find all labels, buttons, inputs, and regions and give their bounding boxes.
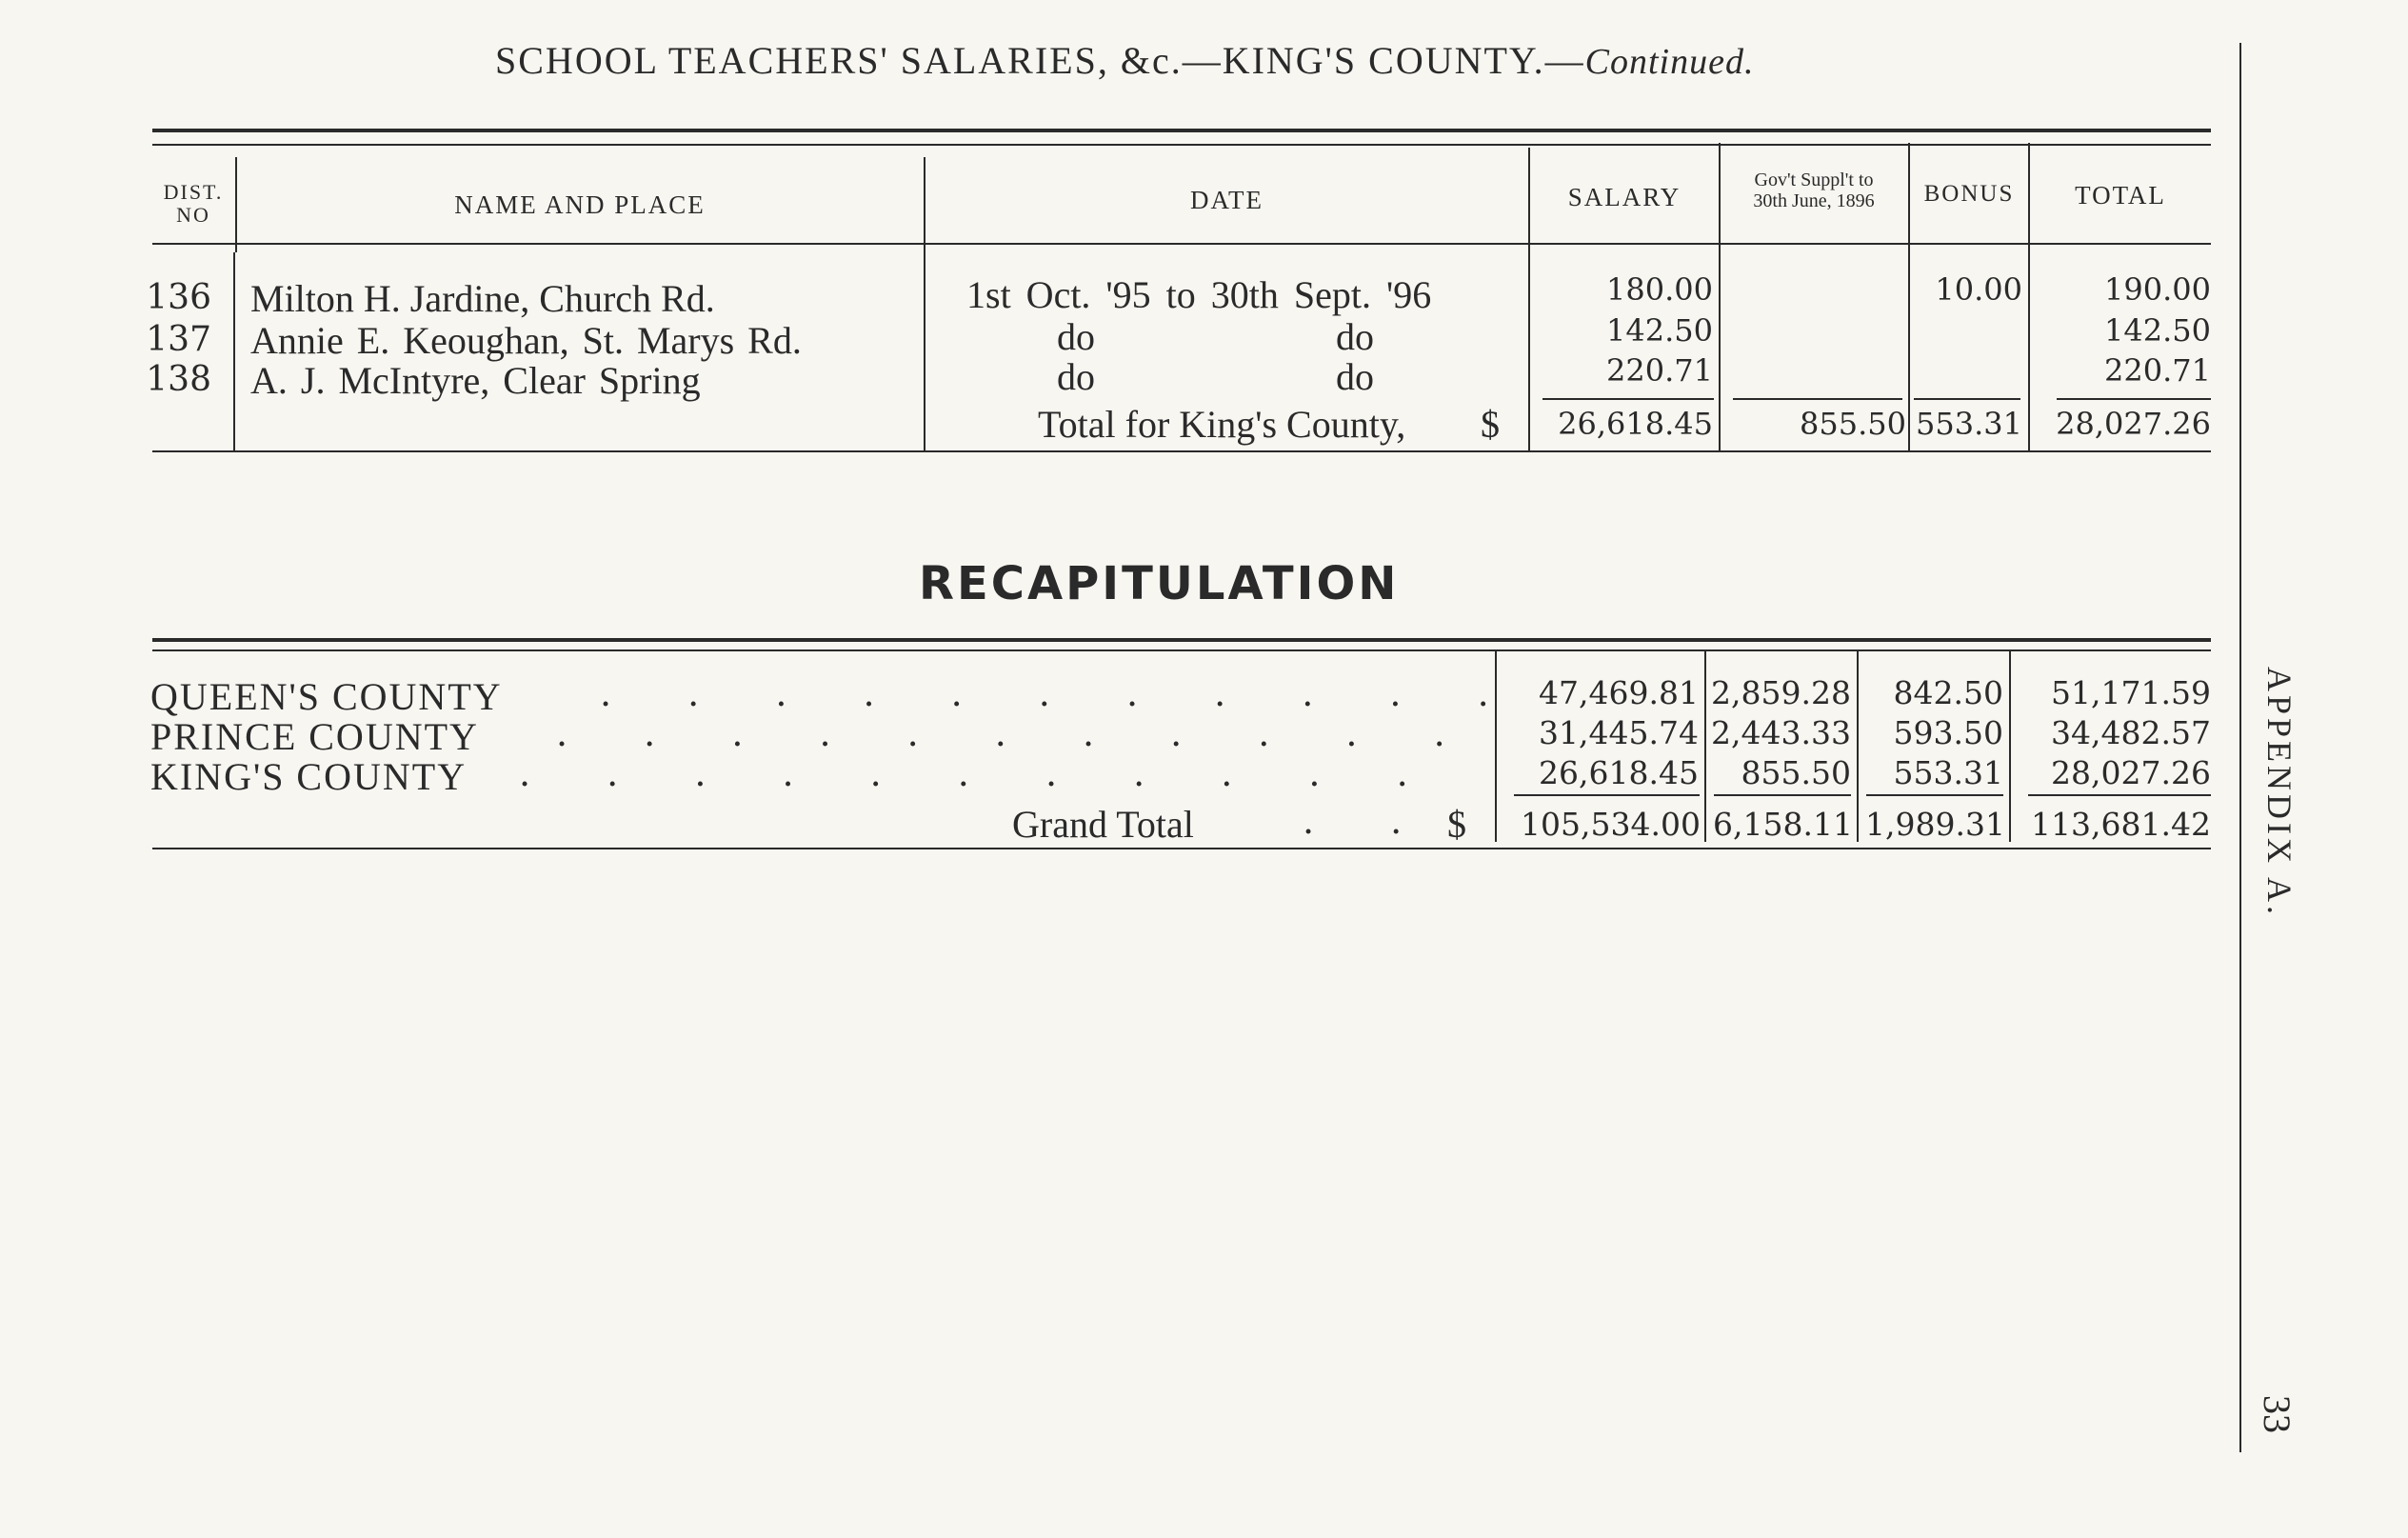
header-bonus: BONUS	[1923, 181, 2015, 207]
grand-total-dots: . .	[1303, 800, 1435, 842]
header-name-place: NAME AND PLACE	[454, 190, 706, 219]
recap-sum-rule-supp	[1714, 794, 1851, 796]
header-supp-line1: Gov't Suppl't to	[1754, 170, 1874, 190]
recap-sum-rule-total	[2028, 794, 2211, 796]
row-total: 190.00	[2104, 271, 2211, 308]
grand-total-salary: 105,534.00	[1521, 806, 1701, 843]
recap-total: 51,171.59	[2051, 674, 2211, 711]
recap-leader-dots: . . . . . . . . . . .	[600, 672, 1522, 714]
grand-total-label: Grand Total	[1012, 803, 1194, 846]
page-title	[495, 38, 1754, 83]
row-salary: 142.50	[1606, 312, 1713, 349]
row-total: 142.50	[2104, 312, 2211, 349]
recap-salary: 26,618.45	[1539, 754, 1699, 791]
row-name-place: Milton H. Jardine, Church Rd.	[250, 277, 715, 320]
header-govt-supplement	[1719, 170, 1909, 211]
header-supp-line2: 30th June, 1896	[1753, 190, 1875, 211]
row-date-from: do	[1057, 315, 1095, 358]
county-total-supp: 855.50	[1800, 406, 1906, 442]
county-total-label: Total for King's County,	[1038, 403, 1406, 446]
grand-total-bonus: 1,989.31	[1865, 806, 2005, 843]
recap-leader-dots: . . . . . . . . . . .	[519, 752, 1441, 794]
sum-rule-salary	[1542, 398, 1714, 400]
header-bottom-rule	[152, 243, 2211, 245]
row-dist-no: 136	[146, 278, 211, 317]
header-dist-line2: NO	[176, 203, 210, 227]
row-date-range: 1st Oct. '95 to 30th Sept. '96	[966, 273, 1432, 316]
county-total-currency: $	[1481, 403, 1500, 446]
appendix-label: APPENDIX A.	[2260, 667, 2299, 919]
header-total: TOTAL	[2075, 181, 2166, 210]
recap-county-name: QUEEN'S COUNTY	[150, 675, 503, 718]
row-date-from: do	[1057, 355, 1095, 398]
grand-total-supp: 6,158.11	[1713, 806, 1853, 843]
county-total-salary: 26,618.45	[1558, 406, 1713, 442]
grand-total-total: 113,681.42	[2031, 806, 2211, 843]
recap-sum-rule-salary	[1514, 794, 1700, 796]
table-top-rule-thin	[152, 144, 2211, 146]
recap-total: 28,027.26	[2051, 754, 2211, 791]
recap-title: RECAPITULATION	[919, 557, 1400, 610]
row-date-to: do	[1336, 355, 1374, 398]
recap-total: 34,482.57	[2051, 714, 2211, 751]
recap-sum-rule-bonus	[1866, 794, 2003, 796]
county-total-bonus: 553.31	[1916, 406, 2022, 442]
row-salary: 180.00	[1606, 271, 1713, 308]
row-total: 220.71	[2104, 352, 2211, 389]
recap-leader-dots: . . . . . . . . . . .	[556, 712, 1478, 754]
page-title-continued: Continued.	[1584, 42, 1755, 82]
recap-top-rule	[152, 638, 2211, 642]
row-date-to: do	[1336, 315, 1374, 358]
page-number: 33	[2256, 1395, 2299, 1433]
row-dist-no: 137	[146, 320, 211, 359]
row-bonus: 10.00	[1935, 271, 2022, 308]
recap-bonus: 842.50	[1893, 674, 2003, 711]
recap-salary: 31,445.74	[1539, 714, 1699, 751]
grand-total-currency: $	[1447, 803, 1466, 846]
header-salary: SALARY	[1567, 183, 1682, 211]
recap-top-rule-thin	[152, 649, 2211, 651]
recap-bottom-rule	[152, 848, 2211, 849]
sum-rule-supp	[1733, 398, 1902, 400]
header-dist-line1: DIST.	[163, 180, 224, 204]
sum-rule-total	[2057, 398, 2211, 400]
row-salary: 220.71	[1606, 352, 1713, 389]
table-top-rule	[152, 129, 2211, 132]
recap-bonus: 593.50	[1893, 714, 2003, 751]
recap-county-name: PRINCE COUNTY	[150, 715, 479, 758]
recap-supp: 2,443.33	[1711, 714, 1851, 751]
header-date: DATE	[1190, 186, 1264, 214]
row-name-place: Annie E. Keoughan, St. Marys Rd.	[250, 319, 802, 362]
row-name-place: A. J. McIntyre, Clear Spring	[250, 359, 701, 402]
sum-rule-bonus	[1914, 398, 2020, 400]
recap-bonus: 553.31	[1893, 754, 2003, 791]
recap-supp: 2,859.28	[1711, 674, 1851, 711]
recap-county-name: KING'S COUNTY	[150, 755, 468, 798]
row-dist-no: 138	[146, 360, 211, 399]
county-total-total: 28,027.26	[2056, 406, 2211, 442]
col-rule-dist	[233, 252, 235, 452]
header-dist-no	[150, 181, 236, 227]
recap-supp: 855.50	[1741, 754, 1851, 791]
recap-salary: 47,469.81	[1539, 674, 1699, 711]
right-margin-line	[2239, 43, 2241, 1452]
page-title-main: SCHOOL TEACHERS' SALARIES, &c.—KING'S COUNTY.—	[495, 39, 1585, 82]
table-bottom-rule	[152, 450, 2211, 452]
